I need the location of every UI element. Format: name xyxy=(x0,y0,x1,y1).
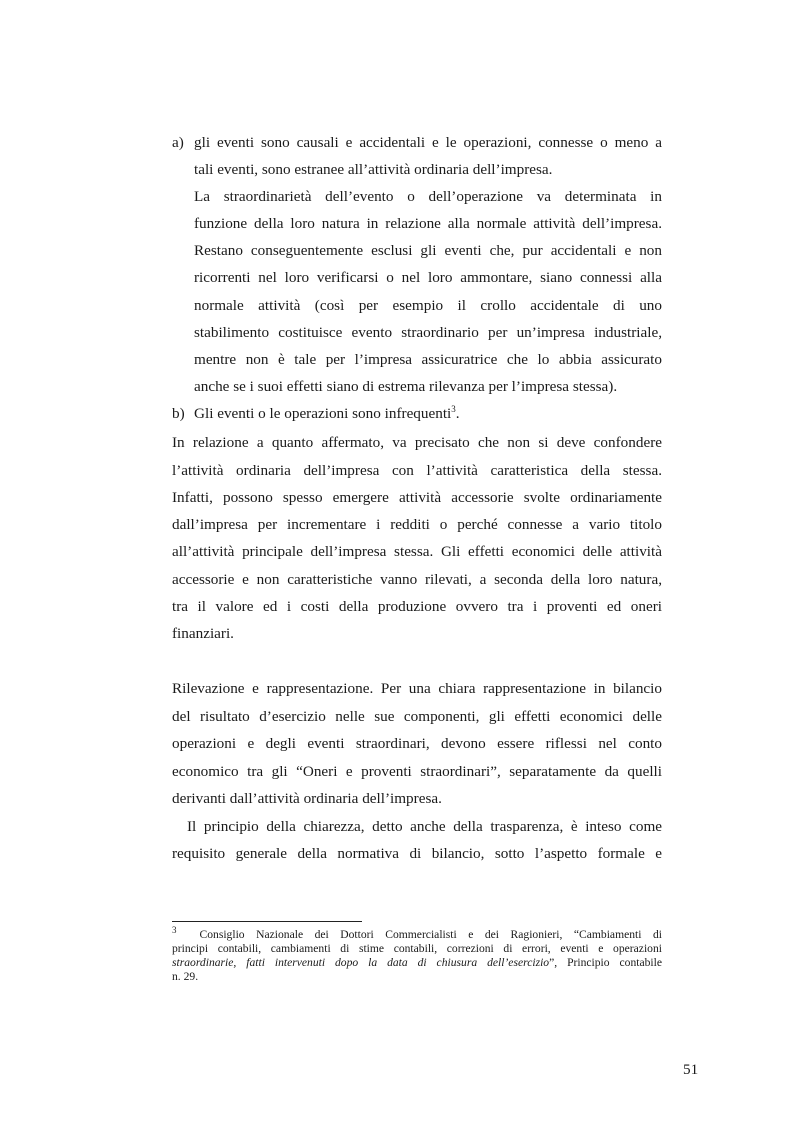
footnote-text: Consiglio Nazionale dei Dottori Commercialisti e dei Ragionieri, “Cambiamenti di xyxy=(199,928,662,941)
list-item-a-line: tali eventi, sono estranee all’attività ordinaria dell’impresa. xyxy=(194,161,553,178)
list-item-a-line: Restano conseguentemente esclusi gli eventi che, pur accidentali e non xyxy=(194,242,662,259)
footnote-line xyxy=(172,925,662,942)
list-item-b-end: . xyxy=(455,405,460,422)
footnote-line: principi contabili, cambiamenti di stime contabili, correzioni di errori, eventi e operazioni xyxy=(172,942,662,955)
paragraph-line: Rilevazione e rappresentazione. Per una chiara rappresentazione in bilancio xyxy=(172,680,662,697)
paragraph-line: all’attività principale dell’impresa stessa. Gli effetti economici delle attività xyxy=(172,543,662,560)
paragraph-line: requisito generale della normativa di bilancio, sotto l’aspetto formale e xyxy=(172,845,662,862)
paragraph-line: operazioni e degli eventi straordinari, devono essere riflessi nel conto xyxy=(172,735,662,752)
list-item-b-text: Gli eventi o le operazioni sono infrequenti xyxy=(194,405,452,422)
footnote-line xyxy=(172,956,662,970)
list-item-a-line: mentre non è tale per l’impresa assicuratrice che lo abbia assicurato xyxy=(194,351,662,368)
footnote-number: 3 xyxy=(172,925,177,936)
paragraph-line: derivanti dall’attività ordinaria dell’impresa. xyxy=(172,790,442,807)
list-label-b: b) xyxy=(172,405,185,422)
paragraph-line: l’attività ordinaria dell’impresa con l’attività caratteristica della stessa. xyxy=(172,462,662,479)
list-item-a-line: gli eventi sono causali e accidentali e le operazioni, connesse o meno a xyxy=(194,134,662,151)
footnote-reference: 3 xyxy=(451,403,456,414)
list-item-a-line: normale attività (così per esempio il crollo accidentale di uno xyxy=(194,297,662,314)
paragraph-line: In relazione a quanto affermato, va precisato che non si deve confondere xyxy=(172,434,662,451)
paragraph-line: Infatti, possono spesso emergere attività accessorie svolte ordinariamente xyxy=(172,489,662,506)
footnote-line: n. 29. xyxy=(172,970,199,983)
paragraph-line: del risultato d’esercizio nelle sue componenti, gli effetti economici delle xyxy=(172,708,662,725)
list-item-a-line: funzione della loro natura in relazione alla normale attività dell’impresa. xyxy=(194,215,662,232)
paragraph-line: economico tra gli “Oneri e proventi straordinari”, separatamente da quelli xyxy=(172,763,662,780)
footnote-italic-title: straordinarie, fatti intervenuti dopo la data di chiusura dell’esercizio xyxy=(172,956,550,969)
list-item-a-line: stabilimento costituisce evento straordinario per un’impresa industriale, xyxy=(194,324,662,341)
paragraph-line: dall’impresa per incrementare i redditi o perché connesse a vario titolo xyxy=(172,516,662,533)
page-number: 51 xyxy=(683,1061,699,1078)
list-label-a: a) xyxy=(172,134,184,151)
paragraph-line: Il principio della chiarezza, detto anche della trasparenza, è inteso come xyxy=(187,818,662,835)
paragraph-line: tra il valore ed i costi della produzione ovvero tra i proventi ed oneri xyxy=(172,598,662,615)
list-item-b xyxy=(194,405,460,423)
paragraph-line: finanziari. xyxy=(172,625,234,642)
list-item-a-line: anche se i suoi effetti siano di estrema rilevanza per l’impresa stessa). xyxy=(194,378,618,395)
list-item-a-line: ricorrenti nel loro verificarsi o nel loro ammontare, siano connessi alla xyxy=(194,269,662,286)
paragraph-line: accessorie e non caratteristiche vanno rilevati, a seconda della loro natura, xyxy=(172,571,662,588)
list-item-a-line: La straordinarietà dell’evento o dell’operazione va determinata in xyxy=(194,188,662,205)
footnote-separator xyxy=(172,921,362,922)
footnote-text: ”, Principio contabile xyxy=(549,956,662,969)
